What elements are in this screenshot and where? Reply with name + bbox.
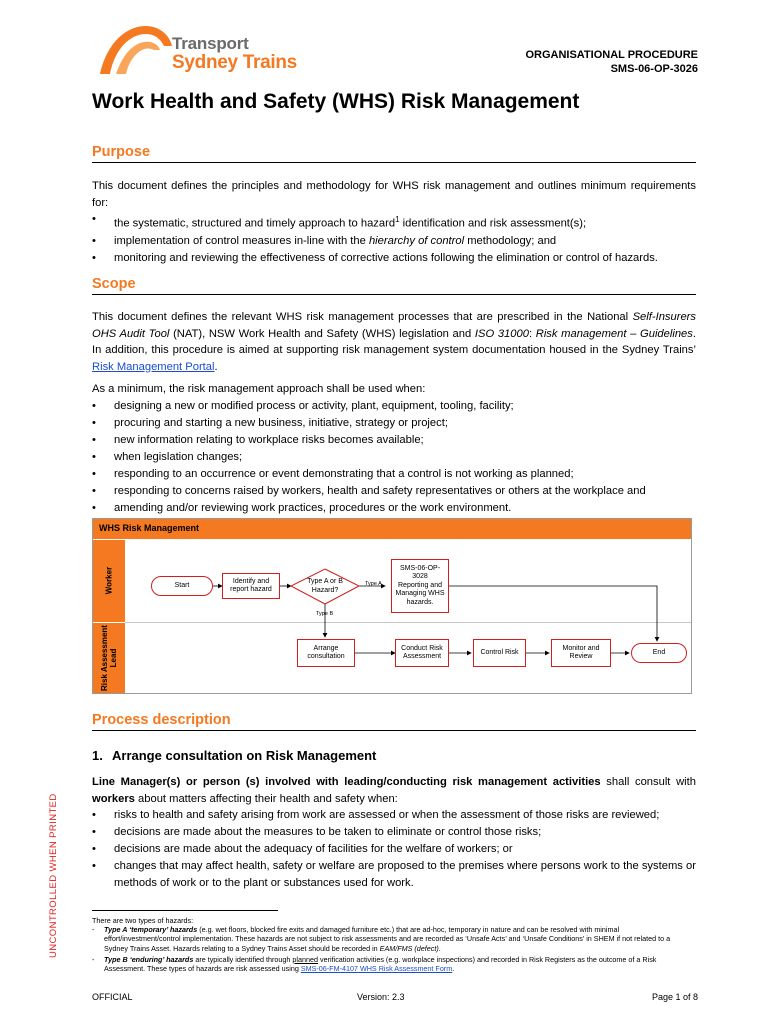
footnote-separator <box>92 910 278 911</box>
risk-assessment-form-link[interactable]: SMS-06-FM-4107 WHS Risk Assessment Form <box>300 964 453 974</box>
footer-classification: OFFICIAL <box>92 992 133 1002</box>
process-list <box>92 807 696 892</box>
scope-heading: Scope <box>92 276 696 295</box>
list-item: • responding to concerns raised by workers, health and safety representatives or others at the workplace and <box>92 483 696 500</box>
flowchart <box>92 518 692 694</box>
list-item: • decisions are made about the adequacy of facilities for the welfare of workers; or <box>92 841 696 858</box>
list-item: • decisions are made about the measures to be taken to eliminate or control those risks; <box>92 824 696 841</box>
purpose-section <box>92 178 696 267</box>
process-heading: Process description <box>92 712 696 731</box>
list-item: • changes that may affect health, safety or welfare are proposed to the premises where persons work to the systems or methods of work or to the plant or substances used for work. <box>92 858 696 892</box>
scope-paragraph: This document defines the relevant WHS risk management processes that are prescribed in the National Self-Insurers OHS Audit Tool (NAT), NSW Work Health and Safety (WHS) legislation and ISO 31000: Risk management – Guidelines. In addition, this procedure is aimed at supporting risk management system documentation housed in the Sydney Trains’ Risk Management Portal. <box>92 311 696 373</box>
list-item: • designing a new or modified process or activity, plant, equipment, tooling, facility; <box>92 398 696 415</box>
uncontrolled-stamp: UNCONTROLLED WHEN PRINTED <box>48 793 59 958</box>
list-item: • monitoring and reviewing the effectiveness of corrective actions following the elimination or control of hazards. <box>92 250 696 267</box>
risk-management-portal-link[interactable]: Risk Management Portal <box>92 360 215 373</box>
list-item: • new information relating to workplace risks becomes available; <box>92 432 696 449</box>
page-title: Work Health and Safety (WHS) Risk Management <box>92 90 580 113</box>
footnote-intro: There are two types of hazards: <box>92 916 194 925</box>
lane-lead-label: Risk Assessment Lead <box>100 625 118 691</box>
node-end: End <box>631 643 687 663</box>
list-item: • when legislation changes; <box>92 449 696 466</box>
list-item: • amending and/or reviewing work practices, procedures or the work environment. <box>92 500 696 517</box>
footnote <box>92 916 696 973</box>
list-item: • implementation of control measures in-line with the hierarchy of control methodology; and <box>92 233 696 250</box>
purpose-list <box>92 211 696 267</box>
purpose-heading: Purpose <box>92 144 696 163</box>
transport-logo-icon <box>96 22 176 78</box>
footer-version: Version: 2.3 <box>357 992 405 1002</box>
document-type: ORGANISATIONAL PROCEDURE <box>525 49 698 61</box>
node-identify-hazard: Identify and report hazard <box>222 573 280 599</box>
footer-page-number: Page 1 of 8 <box>651 992 698 1002</box>
logo <box>96 22 306 78</box>
flowchart-title: WHS Risk Management <box>99 523 200 533</box>
node-conduct-risk-assessment: Conduct Risk Assessment <box>395 639 449 667</box>
list-item: • risks to health and safety arising from work are assessed or when the assessment of those risks are reviewed; <box>92 807 696 824</box>
node-control-risk: Control Risk <box>473 639 526 667</box>
scope-section <box>92 309 696 517</box>
process-section <box>92 774 696 892</box>
node-monitor-review: Monitor and Review <box>551 639 611 667</box>
scope-minimum: As a minimum, the risk management approach shall be used when: <box>92 383 426 395</box>
footnote-type-a: - Type A ‘temporary’ hazards (e.g. wet floors, blocked fire exits and damaged furniture etc.) that are ad-hoc, temporary in nature and can be resolved with minimal effort/investment/control implementation. These hazards are not subject to risk assessments and are recorded as ‘Unsafe Acts’ and ‘Unsafe Conditions’ in SHEM if not related to a Sydney Trains Asset. Hazards relating to a Sydney Trains Asset should be recorded in EAM/FMS (defect). <box>92 925 671 953</box>
logo-line-1: Transport <box>172 34 249 53</box>
footnote-ref: 1 <box>395 215 400 224</box>
document-meta <box>525 48 698 76</box>
decision-label: Type A or B Hazard? <box>307 578 343 594</box>
footnote-type-b: - Type B ‘enduring’ hazards are typically identified through planned verification activities (e.g. workplace inspections) and recorded in Risk Registers as the outcome of a Risk Assessment. These types of hazards are risk assessed using SMS-06-FM-4107 WHS Risk Assessment Form. <box>92 954 657 974</box>
process-paragraph: Line Manager(s) or person (s) involved with leading/conducting risk management activities shall consult with workers about matters affecting their health and safety when: <box>92 776 696 805</box>
node-start: Start <box>151 576 213 596</box>
scope-list <box>92 398 696 517</box>
list-item: • responding to an occurrence or event demonstrating that a control is not working as planned; <box>92 466 696 483</box>
node-sms-reporting: SMS-06-OP- 3028 Reporting and Managing WHS hazards. <box>391 559 449 613</box>
list-item: • the systematic, structured and timely approach to hazard$^1$ identification and risk assessment(s); <box>92 211 696 233</box>
lane-worker-label: Worker <box>104 566 114 595</box>
purpose-intro: This document defines the principles and methodology for WHS risk management and outlines minimum requirements for: <box>92 180 696 209</box>
type-a-label: Type A <box>365 581 382 587</box>
process-subheading: 1. Arrange consultation on Risk Management <box>92 748 377 763</box>
logo-line-2: Sydney Trains <box>172 52 297 73</box>
list-item: • procuring and starting a new business, initiative, strategy or project; <box>92 415 696 432</box>
type-b-label: Type B <box>316 611 334 617</box>
node-arrange-consultation: Arrange consultation <box>297 639 355 667</box>
document-code: SMS-06-OP-3026 <box>610 63 698 75</box>
